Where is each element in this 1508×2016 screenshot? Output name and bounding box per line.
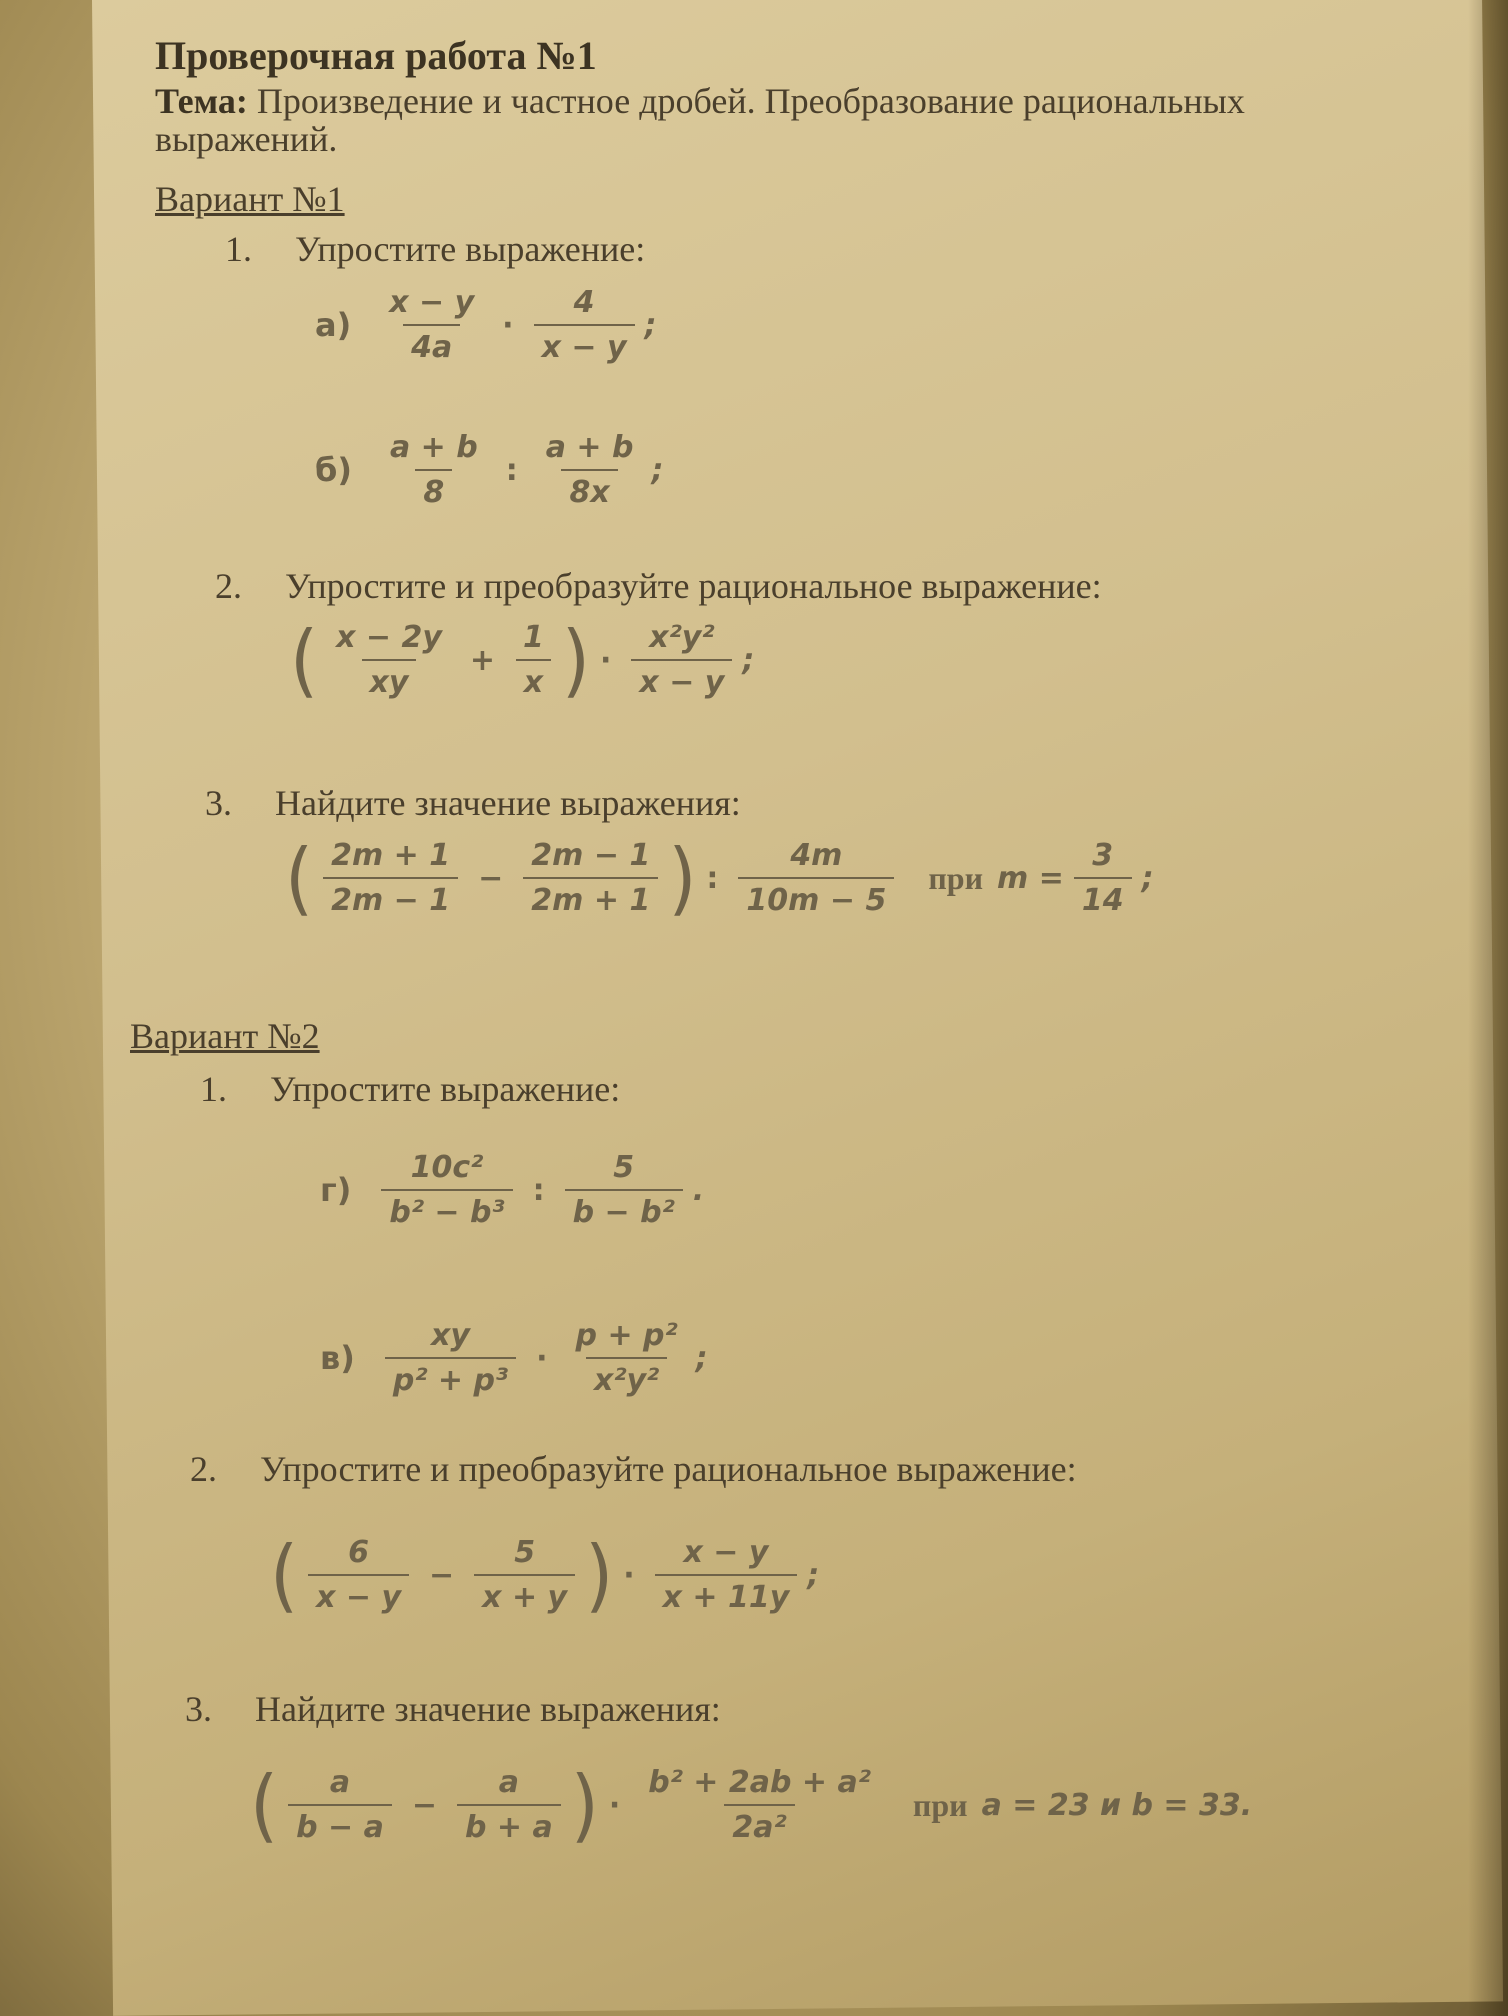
task-text: Упростите и преобразуйте рациональное выражение:	[260, 1449, 1077, 1489]
denominator: 2m − 1	[323, 877, 458, 918]
fraction	[474, 1535, 575, 1615]
numerator: 3	[1092, 838, 1114, 873]
page-edge-shadow	[1468, 0, 1508, 2016]
numerator: a + b	[545, 430, 634, 465]
operator: ·	[536, 1340, 548, 1376]
v2-task-2	[190, 1448, 1077, 1490]
numerator: 2m + 1	[331, 838, 451, 873]
operator: −	[429, 1557, 455, 1593]
fraction	[382, 430, 486, 510]
denominator: p² + p³	[385, 1357, 516, 1398]
right-paren: )	[561, 613, 591, 707]
numerator: p + p²	[575, 1318, 678, 1353]
numerator: 5	[613, 1150, 635, 1185]
right-paren: )	[585, 1528, 614, 1622]
denominator: 10m − 5	[738, 877, 894, 918]
operator: :	[532, 1172, 545, 1208]
denominator: x − y	[308, 1574, 409, 1615]
task-text: Упростите и преобразуйте рациональное выражение:	[285, 566, 1102, 606]
item-label: а)	[315, 306, 352, 344]
v2-expression-2	[270, 1528, 820, 1622]
fraction	[1074, 838, 1132, 918]
fraction	[323, 838, 458, 918]
operator: −	[411, 1787, 437, 1823]
operator: −	[478, 860, 504, 896]
v1-task-1	[225, 228, 645, 270]
variant-2-heading: Вариант №2	[130, 1016, 320, 1056]
denominator: x + 11y	[655, 1574, 798, 1615]
fraction	[515, 620, 552, 700]
denominator: 4a	[403, 324, 460, 365]
numerator: a + b	[389, 430, 478, 465]
item-label: в)	[320, 1339, 355, 1377]
task-number: 1.	[225, 229, 252, 269]
fraction	[655, 1535, 798, 1615]
condition-word: при	[928, 859, 984, 896]
denominator: b + a	[457, 1804, 561, 1845]
right-paren: )	[668, 831, 697, 925]
v2-task-3	[185, 1688, 721, 1730]
worksheet-topic	[155, 82, 1405, 158]
fraction	[457, 1765, 561, 1845]
punctuation: ;	[742, 642, 755, 678]
fraction	[523, 838, 658, 918]
condition-values: a = 23 и b = 33.	[981, 1787, 1253, 1823]
numerator: x²y²	[649, 620, 715, 655]
operator: ·	[600, 642, 612, 678]
fraction	[640, 1765, 879, 1845]
fraction	[538, 430, 642, 510]
numerator: 6	[348, 1535, 369, 1570]
punctuation: ;	[1141, 860, 1154, 896]
numerator: 4m	[790, 838, 843, 873]
condition-word: при	[912, 1786, 968, 1823]
left-paren: (	[250, 1758, 279, 1852]
item-label: г)	[320, 1171, 352, 1209]
fraction	[308, 1535, 409, 1615]
fraction	[328, 620, 450, 700]
punctuation: ;	[644, 307, 657, 343]
fraction	[534, 285, 635, 365]
task-number: 1.	[200, 1069, 227, 1109]
numerator: xy	[431, 1318, 470, 1353]
numerator: 4	[573, 285, 595, 320]
fraction	[565, 1150, 683, 1230]
denominator: 2a²	[724, 1804, 794, 1845]
operator: :	[505, 452, 518, 488]
condition-variable: m =	[997, 860, 1064, 896]
fraction	[288, 1765, 392, 1845]
numerator: x − 2y	[336, 620, 442, 655]
left-paren: (	[290, 613, 319, 707]
denominator: x²y²	[586, 1357, 667, 1398]
v1-task-3	[205, 782, 741, 824]
v2-expression-3	[250, 1758, 1253, 1852]
fraction	[381, 1150, 512, 1230]
v2-task-1	[200, 1068, 620, 1110]
numerator: a	[329, 1765, 351, 1800]
numerator: 1	[523, 620, 544, 655]
punctuation: ;	[807, 1557, 820, 1593]
denominator: b² − b³	[381, 1189, 512, 1230]
denominator: x + y	[474, 1574, 575, 1615]
left-paren: (	[285, 831, 314, 925]
topic-text: Произведение и частное дробей. Преобразование рациональных выражений.	[155, 81, 1245, 159]
task-number: 3.	[185, 1689, 212, 1729]
denominator: b − b²	[565, 1189, 683, 1230]
denominator: x − y	[631, 659, 732, 700]
numerator: 5	[514, 1535, 536, 1570]
task-number: 2.	[190, 1449, 217, 1489]
denominator: 14	[1074, 877, 1132, 918]
operator: ·	[623, 1557, 635, 1593]
operator: +	[469, 642, 496, 678]
topic-label: Тема:	[155, 81, 248, 121]
operator: ·	[608, 1787, 621, 1823]
v1-expression-a	[315, 285, 657, 365]
numerator: 10c²	[410, 1150, 484, 1185]
punctuation: ;	[695, 1340, 708, 1376]
fraction	[385, 1318, 516, 1398]
v2-expression-g	[320, 1150, 704, 1230]
numerator: 2m − 1	[531, 838, 651, 873]
v1-expression-b	[315, 430, 663, 510]
denominator: 8	[415, 469, 452, 510]
numerator: a	[498, 1765, 519, 1800]
denominator: 2m + 1	[523, 877, 658, 918]
punctuation: ;	[651, 452, 664, 488]
denominator: x − y	[534, 324, 635, 365]
v1-task-2	[215, 565, 1102, 607]
task-text: Найдите значение выражения:	[275, 783, 741, 823]
v1-expression-2	[290, 613, 755, 707]
right-paren: )	[570, 1758, 599, 1852]
denominator: x	[516, 659, 551, 700]
fraction	[738, 838, 894, 918]
numerator: b² + 2ab + a²	[648, 1765, 871, 1800]
numerator: x − y	[389, 285, 475, 320]
worksheet-title: Проверочная работа №1	[155, 33, 597, 78]
item-label: б)	[315, 451, 352, 489]
numerator: x − y	[683, 1535, 769, 1570]
denominator: b − a	[288, 1804, 392, 1845]
denominator: xy	[362, 659, 417, 700]
denominator: 8x	[561, 469, 617, 510]
fraction	[381, 285, 482, 365]
operator: :	[706, 860, 719, 896]
task-text: Найдите значение выражения:	[255, 1689, 721, 1729]
fraction	[568, 1318, 686, 1398]
v2-expression-v	[320, 1318, 708, 1398]
operator: ·	[502, 307, 514, 343]
task-number: 2.	[215, 566, 242, 606]
fraction	[631, 620, 732, 700]
task-text: Упростите выражение:	[295, 229, 646, 269]
task-text: Упростите выражение:	[270, 1069, 621, 1109]
punctuation: .	[692, 1172, 705, 1208]
variant-1-heading: Вариант №1	[155, 179, 345, 219]
task-number: 3.	[205, 783, 232, 823]
left-paren: (	[270, 1528, 299, 1622]
v1-expression-3	[285, 831, 1154, 925]
